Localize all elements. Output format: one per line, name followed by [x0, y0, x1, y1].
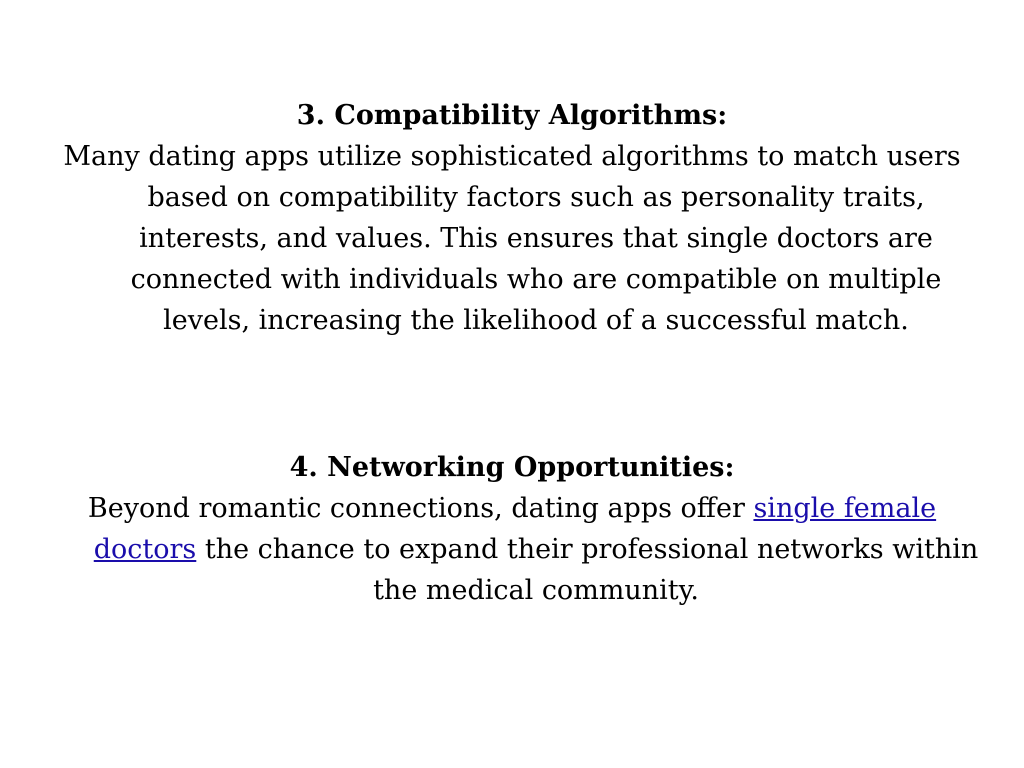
single-female-doctors-link[interactable]: single female doctors: [93, 493, 937, 565]
section-heading: 4. Networking Opportunities:: [289, 452, 735, 483]
section-networking-opportunities: [40, 447, 984, 611]
body-text-before-link: Beyond romantic connections, dating apps offer: [87, 493, 754, 524]
body-text-after-link: the chance to expand their professional networks within the medical community.: [196, 534, 979, 606]
section-compatibility-algorithms: [40, 95, 984, 341]
section-body: Many dating apps utilize sophisticated algorithms to match users based on compatibility factors such as personality traits, interests, and values. This ensures that single doctors are connected with individuals who are compatible on multiple levels, increasing the likelihood of a successful match.: [63, 141, 961, 336]
section-heading: 3. Compatibility Algorithms:: [296, 100, 728, 131]
section-body: [40, 488, 984, 611]
